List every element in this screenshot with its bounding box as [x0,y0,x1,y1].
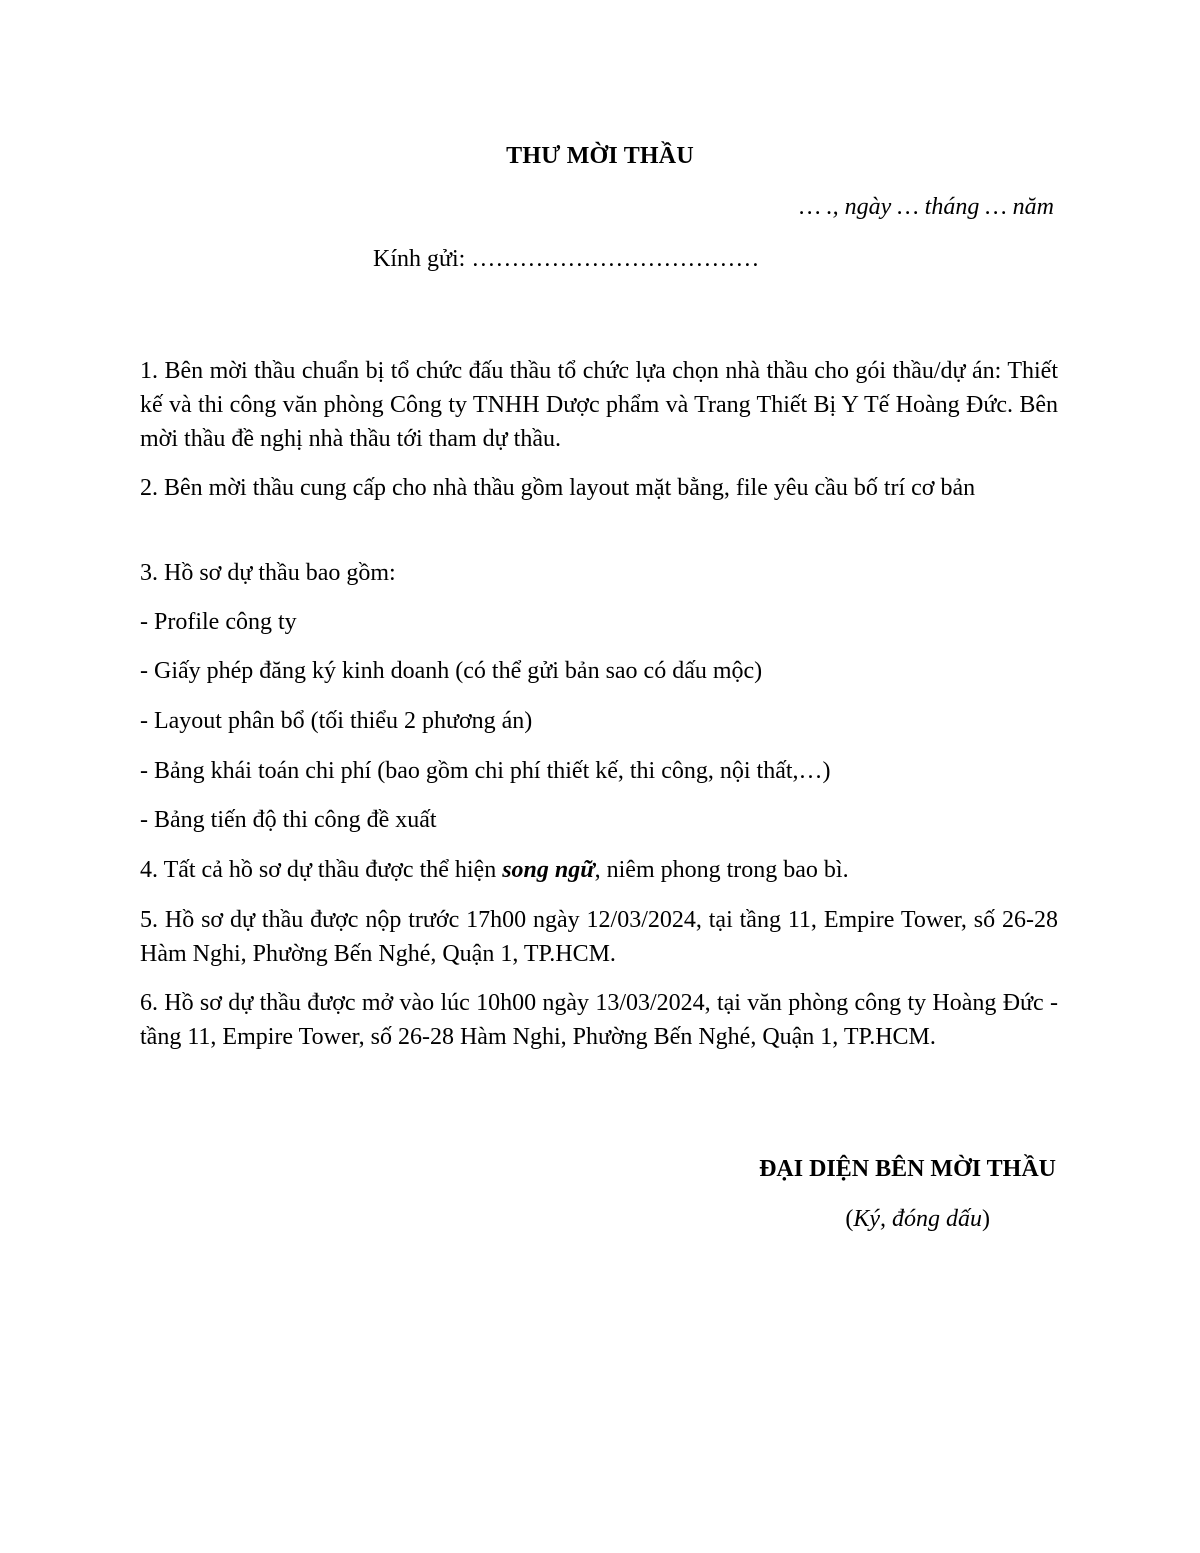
list-item [140,605,1058,639]
list-item [140,704,1058,738]
letter-title: THƯ MỜI THẦU [506,143,694,169]
signature-close-paren: ) [982,1206,990,1232]
paragraph-2-text: 2. Bên mời thầu cung cấp cho nhà thầu gồm layout mặt bằng, file yêu cầu bố trí cơ bản [140,475,976,501]
recipient-line: Kính gửi: ……………………………… [373,246,760,272]
paragraph-1 [140,354,1058,456]
paragraph-4-text-after: , niêm phong trong bao bì. [594,857,849,883]
paragraph-1-text: 1. Bên mời thầu chuẩn bị tổ chức đấu thầu tổ chức lựa chọn nhà thầu cho gói thầu/dự án: Thiết kế và thi công văn phòng Công ty TNHH Dược phẩm và Trang Thiết Bị Y Tế Hoàng Đức. Bên mời thầu đề nghị nhà thầu tới tham dự thầu. [140,358,1058,452]
paragraph-5-text: 5. Hồ sơ dự thầu được nộp trước 17h00 ngày 12/03/2024, tại tầng 11, Empire Tower, số 26-28 Hàm Nghi, Phường Bến Nghé, Quận 1, TP.HCM. [140,907,1058,967]
paragraph-6 [140,986,1058,1054]
paragraph-6-text: 6. Hồ sơ dự thầu được mở vào lúc 10h00 ngày 13/03/2024, tại văn phòng công ty Hoàng Đức - tầng 11, Empire Tower, số 26-28 Hàm Nghi, Phường Bến Nghé, Quận 1, TP.HCM. [140,990,1058,1050]
list-item [140,754,1058,788]
paragraph-4-emphasis: song ngữ [502,857,595,883]
paragraph-5 [140,903,1058,971]
signature-note-text: Ký, đóng dấu [853,1206,982,1232]
signature-title: ĐẠI DIỆN BÊN MỜI THẦU [759,1156,1056,1182]
list-item-text: - Bảng tiến độ thi công đề xuất [140,807,437,833]
date-line: … ., ngày … tháng … năm [799,194,1054,220]
paragraph-4-text-before: 4. Tất cả hồ sơ dự thầu được thể hiện [140,857,503,883]
list-item [140,654,1058,688]
list-item [140,803,1058,837]
list-item-text: - Bảng khái toán chi phí (bao gồm chi phí thiết kế, thi công, nội thất,…) [140,758,831,784]
signature-note [845,1206,990,1233]
paragraph-4 [140,853,1058,887]
signature-open-paren: ( [845,1206,854,1232]
paragraph-2 [140,471,1058,505]
paragraph-3 [140,556,1058,590]
list-item-text: - Giấy phép đăng ký kinh doanh (có thể gửi bản sao có dấu mộc) [140,658,763,684]
list-item-text: - Profile công ty [140,609,297,635]
list-item-text: - Layout phân bổ (tối thiểu 2 phương án) [140,708,533,734]
paragraph-3-text: 3. Hồ sơ dự thầu bao gồm: [140,560,396,586]
